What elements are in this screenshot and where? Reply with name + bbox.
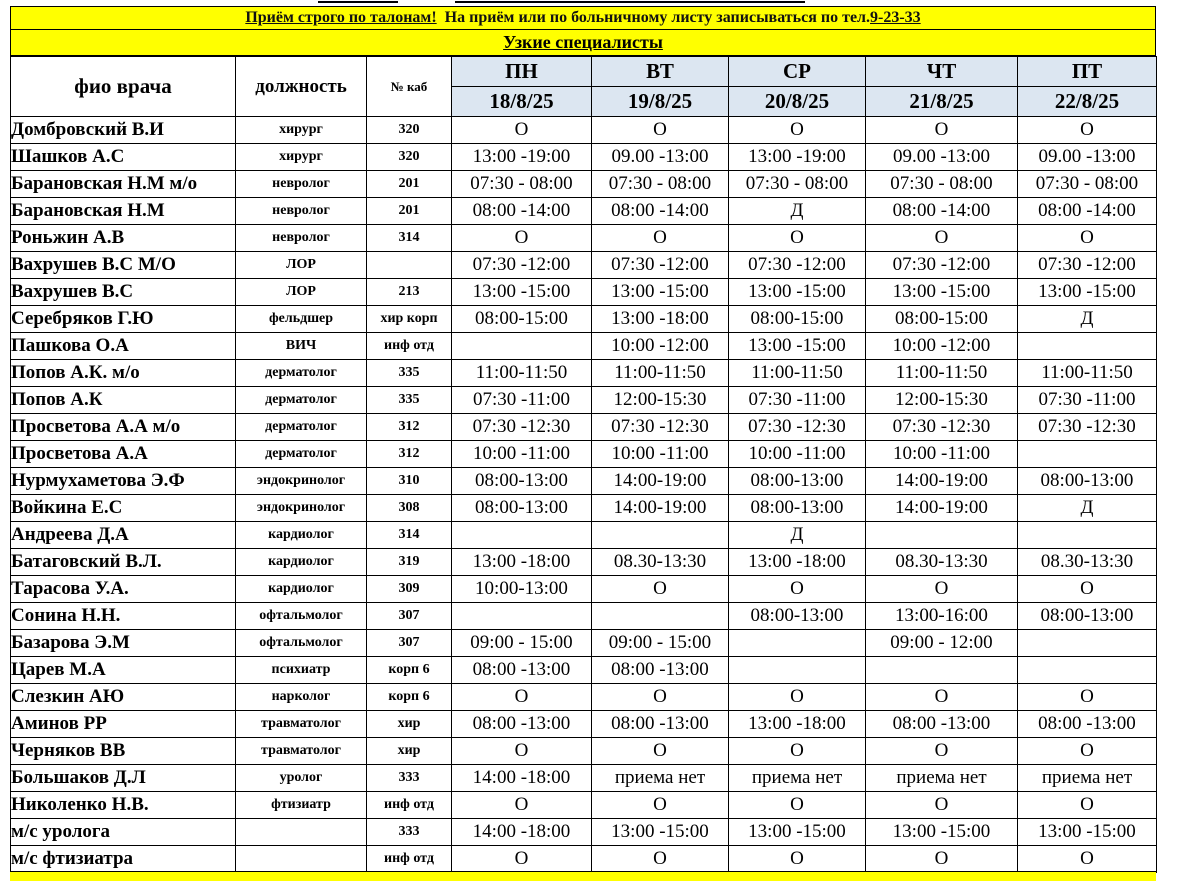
schedule-cell: О xyxy=(452,684,592,711)
doctor-position: дерматолог xyxy=(236,441,367,468)
schedule-cell: 08:00 -13:00 xyxy=(1018,711,1157,738)
schedule-cell: 08:00-13:00 xyxy=(1018,468,1157,495)
schedule-cell xyxy=(452,333,592,360)
schedule-cell: 11:00-11:50 xyxy=(452,360,592,387)
schedule-cell: 08:00-13:00 xyxy=(729,468,866,495)
table-row xyxy=(11,549,1157,576)
table-row xyxy=(11,576,1157,603)
notice-coupons: Приём строго по талонам! xyxy=(245,9,437,26)
doctor-name: Роньжин А.В xyxy=(11,225,236,252)
room-number: 307 xyxy=(367,603,452,630)
doctor-name: Царев М.А xyxy=(11,657,236,684)
schedule-cell: О xyxy=(729,792,866,819)
schedule-cell: 13:00 -18:00 xyxy=(729,711,866,738)
room-number: 319 xyxy=(367,549,452,576)
doctor-position: кардиолог xyxy=(236,576,367,603)
doctor-position: кардиолог xyxy=(236,522,367,549)
schedule-cell: О xyxy=(729,684,866,711)
schedule-cell: О xyxy=(729,576,866,603)
schedule-cell: 13:00 -18:00 xyxy=(592,306,729,333)
schedule-cell: 13:00 -15:00 xyxy=(592,819,729,846)
schedule-cell: 07:30 -12:00 xyxy=(592,252,729,279)
header-date: 20/8/25 xyxy=(729,87,866,117)
schedule-cell: 08.30-13:30 xyxy=(592,549,729,576)
schedule-cell: О xyxy=(1018,225,1157,252)
room-number: 312 xyxy=(367,414,452,441)
doctor-name: Попов А.К. м/о xyxy=(11,360,236,387)
schedule-cell: приема нет xyxy=(866,765,1018,792)
schedule-cell: 10:00 -11:00 xyxy=(592,441,729,468)
room-number xyxy=(367,252,452,279)
schedule-cell: 13:00 -18:00 xyxy=(452,549,592,576)
schedule-cell xyxy=(866,657,1018,684)
room-number: 213 xyxy=(367,279,452,306)
schedule-cell: 09:00 - 15:00 xyxy=(592,630,729,657)
header-date: 22/8/25 xyxy=(1018,87,1157,117)
schedule-cell: 13:00 -19:00 xyxy=(452,144,592,171)
schedule-cell xyxy=(1018,657,1157,684)
schedule-cell: 10:00 -11:00 xyxy=(866,441,1018,468)
doctor-name: Попов А.К xyxy=(11,387,236,414)
schedule-cell: 14:00-19:00 xyxy=(592,495,729,522)
schedule-cell: О xyxy=(729,738,866,765)
schedule-cell: 14:00 -18:00 xyxy=(452,819,592,846)
schedule-cell: 10:00 -11:00 xyxy=(729,441,866,468)
schedule-cell xyxy=(592,522,729,549)
room-number: хир корп xyxy=(367,306,452,333)
room-number: 307 xyxy=(367,630,452,657)
schedule-cell: Д xyxy=(729,198,866,225)
schedule-cell: Д xyxy=(1018,495,1157,522)
doctor-position: невролог xyxy=(236,171,367,198)
table-row xyxy=(11,171,1157,198)
section-title-bar xyxy=(10,30,1156,56)
doctor-position: уролог xyxy=(236,765,367,792)
doctor-name: Барановская Н.М м/о xyxy=(11,171,236,198)
schedule-cell: приема нет xyxy=(1018,765,1157,792)
schedule-cell: 08.30-13:30 xyxy=(866,549,1018,576)
schedule-cell: 08:00 -13:00 xyxy=(452,657,592,684)
schedule-cell: 10:00 -12:00 xyxy=(592,333,729,360)
schedule-cell: 11:00-11:50 xyxy=(1018,360,1157,387)
room-number: корп 6 xyxy=(367,657,452,684)
schedule-cell: О xyxy=(866,225,1018,252)
header-date: 21/8/25 xyxy=(866,87,1018,117)
schedule-cell: 08:00-13:00 xyxy=(729,495,866,522)
schedule-cell: 08:00 -13:00 xyxy=(866,711,1018,738)
schedule-cell: О xyxy=(1018,792,1157,819)
room-number: 201 xyxy=(367,171,452,198)
schedule-cell: 13:00 -15:00 xyxy=(866,819,1018,846)
schedule-cell: 07:30 -11:00 xyxy=(452,387,592,414)
schedule-cell: О xyxy=(452,792,592,819)
schedule-cell: 07:30 - 08:00 xyxy=(452,171,592,198)
notice-phone: 9-23-33 xyxy=(870,9,921,26)
schedule-cell: 07:30 - 08:00 xyxy=(1018,171,1157,198)
doctor-position: эндокринолог xyxy=(236,495,367,522)
schedule-cell: 08:00-13:00 xyxy=(1018,603,1157,630)
schedule-cell: О xyxy=(729,225,866,252)
schedule-cell: 13:00 -15:00 xyxy=(1018,819,1157,846)
schedule-cell: 08:00 -14:00 xyxy=(452,198,592,225)
doctor-position: хирург xyxy=(236,117,367,144)
table-row xyxy=(11,441,1157,468)
doctor-name: Большаков Д.Л xyxy=(11,765,236,792)
header-day: ПН xyxy=(452,57,592,87)
doctor-name: Сонина Н.Н. xyxy=(11,603,236,630)
table-row xyxy=(11,306,1157,333)
schedule-cell xyxy=(1018,630,1157,657)
doctor-position: фельдшер xyxy=(236,306,367,333)
schedule-cell: О xyxy=(1018,846,1157,873)
schedule-cell: О xyxy=(866,117,1018,144)
table-row xyxy=(11,495,1157,522)
doctor-name: Батаговский В.Л. xyxy=(11,549,236,576)
schedule-cell: 10:00 -11:00 xyxy=(452,441,592,468)
schedule-cell: 13:00 -15:00 xyxy=(592,279,729,306)
schedule-cell: О xyxy=(592,738,729,765)
doctor-position: ВИЧ xyxy=(236,333,367,360)
doctor-position: невролог xyxy=(236,198,367,225)
doctor-position: дерматолог xyxy=(236,360,367,387)
table-row xyxy=(11,252,1157,279)
schedule-cell: О xyxy=(866,684,1018,711)
schedule-cell xyxy=(866,522,1018,549)
schedule-cell: 08.30-13:30 xyxy=(1018,549,1157,576)
underline-mark xyxy=(455,1,805,3)
schedule-cell: 13:00 -15:00 xyxy=(1018,279,1157,306)
schedule-cell: О xyxy=(452,846,592,873)
header-room: № каб xyxy=(367,57,452,117)
schedule-cell: 08:00 -13:00 xyxy=(592,657,729,684)
table-row xyxy=(11,819,1157,846)
doctor-position: невролог xyxy=(236,225,367,252)
schedule-cell: 14:00-19:00 xyxy=(866,495,1018,522)
schedule-cell xyxy=(592,603,729,630)
doctor-name: Просветова А.А xyxy=(11,441,236,468)
schedule-cell xyxy=(729,630,866,657)
schedule-cell: 08:00-13:00 xyxy=(452,495,592,522)
schedule-cell: приема нет xyxy=(592,765,729,792)
schedule-cell: 07:30 -11:00 xyxy=(729,387,866,414)
schedule-cell: 07:30 -12:30 xyxy=(1018,414,1157,441)
schedule-cell: 13:00 -15:00 xyxy=(729,333,866,360)
doctor-position: эндокринолог xyxy=(236,468,367,495)
schedule-cell: О xyxy=(592,576,729,603)
underline-mark xyxy=(318,1,398,3)
doctor-name: м/с уролога xyxy=(11,819,236,846)
schedule-cell: 07:30 -12:30 xyxy=(729,414,866,441)
schedule-cell: 08:00-13:00 xyxy=(729,603,866,630)
header-day: ВТ xyxy=(592,57,729,87)
doctor-name: Черняков ВВ xyxy=(11,738,236,765)
schedule-cell: О xyxy=(452,117,592,144)
schedule-cell: О xyxy=(452,225,592,252)
doctor-position: нарколог xyxy=(236,684,367,711)
schedule-cell: 08:00 -14:00 xyxy=(592,198,729,225)
table-row xyxy=(11,360,1157,387)
schedule-cell: О xyxy=(729,117,866,144)
doctor-position: дерматолог xyxy=(236,414,367,441)
doctor-position xyxy=(236,819,367,846)
schedule-cell xyxy=(729,657,866,684)
schedule-cell: 09:00 - 12:00 xyxy=(866,630,1018,657)
schedule-cell: 14:00 -18:00 xyxy=(452,765,592,792)
schedule-table xyxy=(10,56,1157,873)
schedule-cell: 12:00-15:30 xyxy=(866,387,1018,414)
doctor-position xyxy=(236,846,367,873)
schedule-cell xyxy=(452,522,592,549)
table-row xyxy=(11,468,1157,495)
header-position: должность xyxy=(236,57,367,117)
schedule-cell: О xyxy=(866,576,1018,603)
schedule-cell xyxy=(1018,441,1157,468)
header-row-days xyxy=(11,57,1157,87)
room-number: 310 xyxy=(367,468,452,495)
room-number: корп 6 xyxy=(367,684,452,711)
schedule-cell: О xyxy=(592,792,729,819)
table-row xyxy=(11,603,1157,630)
doctor-name: Вахрушев В.С М/О xyxy=(11,252,236,279)
header-day: ЧТ xyxy=(866,57,1018,87)
room-number: хир xyxy=(367,738,452,765)
doctor-position: ЛОР xyxy=(236,279,367,306)
room-number: 308 xyxy=(367,495,452,522)
schedule-cell: 07:30 - 08:00 xyxy=(729,171,866,198)
table-row xyxy=(11,279,1157,306)
schedule-cell: 07:30 -12:00 xyxy=(729,252,866,279)
doctor-name: Нурмухаметова Э.Ф xyxy=(11,468,236,495)
table-row xyxy=(11,684,1157,711)
header-name: фио врача xyxy=(11,57,236,117)
doctor-name: м/с фтизиатра xyxy=(11,846,236,873)
schedule-cell: 08:00-13:00 xyxy=(452,468,592,495)
schedule-cell: 08:00 -13:00 xyxy=(452,711,592,738)
schedule-cell: О xyxy=(1018,738,1157,765)
schedule-cell: 09.00 -13:00 xyxy=(1018,144,1157,171)
table-row xyxy=(11,117,1157,144)
table-row xyxy=(11,765,1157,792)
schedule-cell: О xyxy=(592,117,729,144)
schedule-cell: 13:00 -19:00 xyxy=(729,144,866,171)
room-number: 314 xyxy=(367,225,452,252)
room-number: 309 xyxy=(367,576,452,603)
schedule-cell: Д xyxy=(729,522,866,549)
schedule-cell: 08:00-15:00 xyxy=(729,306,866,333)
schedule-cell: О xyxy=(866,738,1018,765)
schedule-cell: 07:30 -12:00 xyxy=(1018,252,1157,279)
room-number: 314 xyxy=(367,522,452,549)
schedule-cell: 08:00-15:00 xyxy=(866,306,1018,333)
table-row xyxy=(11,657,1157,684)
room-number: 333 xyxy=(367,765,452,792)
schedule-cell: 09:00 - 15:00 xyxy=(452,630,592,657)
schedule-cell: Д xyxy=(1018,306,1157,333)
schedule-cell: 13:00 -15:00 xyxy=(866,279,1018,306)
table-row xyxy=(11,738,1157,765)
schedule-cell: 07:30 - 08:00 xyxy=(866,171,1018,198)
schedule-cell: О xyxy=(866,846,1018,873)
schedule-cell: 08:00-15:00 xyxy=(452,306,592,333)
schedule-cell: 14:00-19:00 xyxy=(866,468,1018,495)
schedule-cell: О xyxy=(592,684,729,711)
table-row xyxy=(11,333,1157,360)
schedule-cell: 09.00 -13:00 xyxy=(866,144,1018,171)
schedule-cell: 07:30 -12:00 xyxy=(452,252,592,279)
schedule-cell xyxy=(1018,522,1157,549)
doctor-name: Андреева Д.А xyxy=(11,522,236,549)
schedule-cell: 09.00 -13:00 xyxy=(592,144,729,171)
doctor-position: дерматолог xyxy=(236,387,367,414)
header-date: 18/8/25 xyxy=(452,87,592,117)
doctor-name: Барановская Н.М xyxy=(11,198,236,225)
doctor-name: Николенко Н.В. xyxy=(11,792,236,819)
doctor-name: Войкина Е.С xyxy=(11,495,236,522)
doctor-name: Слезкин АЮ xyxy=(11,684,236,711)
schedule-cell: 11:00-11:50 xyxy=(866,360,1018,387)
schedule-cell: 07:30 -11:00 xyxy=(1018,387,1157,414)
table-row xyxy=(11,225,1157,252)
doctor-position: офтальмолог xyxy=(236,630,367,657)
table-row xyxy=(11,198,1157,225)
room-number: инф отд xyxy=(367,333,452,360)
schedule-cell: 07:30 -12:30 xyxy=(592,414,729,441)
schedule-cell xyxy=(1018,333,1157,360)
table-row xyxy=(11,792,1157,819)
doctor-name: Базарова Э.М xyxy=(11,630,236,657)
schedule-cell: 11:00-11:50 xyxy=(729,360,866,387)
table-row xyxy=(11,630,1157,657)
header-day: ПТ xyxy=(1018,57,1157,87)
schedule-cell: 07:30 -12:00 xyxy=(866,252,1018,279)
table-row xyxy=(11,711,1157,738)
room-number: 335 xyxy=(367,360,452,387)
table-row xyxy=(11,414,1157,441)
doctor-name: Тарасова У.А. xyxy=(11,576,236,603)
room-number: 335 xyxy=(367,387,452,414)
doctor-name: Шашков А.С xyxy=(11,144,236,171)
schedule-cell: приема нет xyxy=(729,765,866,792)
schedule-cell: 13:00 -15:00 xyxy=(729,279,866,306)
doctor-name: Домбровский В.И xyxy=(11,117,236,144)
schedule-cell: 13:00 -15:00 xyxy=(729,819,866,846)
doctor-name: Просветова А.А м/о xyxy=(11,414,236,441)
doctor-position: хирург xyxy=(236,144,367,171)
schedule-cell: О xyxy=(1018,684,1157,711)
notice-booking: На приём или по больничному листу записываться по тел. xyxy=(444,9,871,26)
schedule-cell: 08:00 -14:00 xyxy=(866,198,1018,225)
schedule-cell: 08:00 -14:00 xyxy=(1018,198,1157,225)
room-number: инф отд xyxy=(367,792,452,819)
room-number: 201 xyxy=(367,198,452,225)
room-number: хир xyxy=(367,711,452,738)
schedule-cell: О xyxy=(452,738,592,765)
schedule-cell: 07:30 -12:30 xyxy=(866,414,1018,441)
doctor-name: Пашкова О.А xyxy=(11,333,236,360)
schedule-cell: 12:00-15:30 xyxy=(592,387,729,414)
doctor-position: кардиолог xyxy=(236,549,367,576)
room-number: 320 xyxy=(367,117,452,144)
schedule-cell: 10:00-13:00 xyxy=(452,576,592,603)
schedule-cell: 07:30 - 08:00 xyxy=(592,171,729,198)
room-number: 320 xyxy=(367,144,452,171)
doctor-position: травматолог xyxy=(236,738,367,765)
room-number: 312 xyxy=(367,441,452,468)
schedule-cell: О xyxy=(729,846,866,873)
doctor-name: Вахрушев В.С xyxy=(11,279,236,306)
schedule-cell: О xyxy=(1018,117,1157,144)
schedule-cell: 08:00 -13:00 xyxy=(592,711,729,738)
schedule-cell: О xyxy=(592,225,729,252)
header-day: СР xyxy=(729,57,866,87)
schedule-cell xyxy=(452,603,592,630)
schedule-cell: О xyxy=(1018,576,1157,603)
schedule-cell: 11:00-11:50 xyxy=(592,360,729,387)
schedule-cell: О xyxy=(866,792,1018,819)
doctor-position: фтизиатр xyxy=(236,792,367,819)
doctor-position: офтальмолог xyxy=(236,603,367,630)
schedule-cell: 10:00 -12:00 xyxy=(866,333,1018,360)
schedule-cell: 14:00-19:00 xyxy=(592,468,729,495)
section-title: Узкие специалисты xyxy=(503,32,663,52)
doctor-name: Серебряков Г.Ю xyxy=(11,306,236,333)
room-number: инф отд xyxy=(367,846,452,873)
table-row xyxy=(11,144,1157,171)
table-row xyxy=(11,522,1157,549)
doctor-position: психиатр xyxy=(236,657,367,684)
header-date: 19/8/25 xyxy=(592,87,729,117)
doctor-name: Аминов РР xyxy=(11,711,236,738)
schedule-cell: 07:30 -12:30 xyxy=(452,414,592,441)
table-row xyxy=(11,387,1157,414)
doctor-position: ЛОР xyxy=(236,252,367,279)
notice-banner xyxy=(10,6,1156,30)
room-number: 333 xyxy=(367,819,452,846)
schedule-cell: 13:00 -15:00 xyxy=(452,279,592,306)
schedule-cell: О xyxy=(592,846,729,873)
schedule-cell: 13:00 -18:00 xyxy=(729,549,866,576)
schedule-body xyxy=(11,117,1157,873)
schedule-cell: 13:00-16:00 xyxy=(866,603,1018,630)
doctor-position: травматолог xyxy=(236,711,367,738)
table-row xyxy=(11,846,1157,873)
bottom-strip xyxy=(10,871,1156,881)
